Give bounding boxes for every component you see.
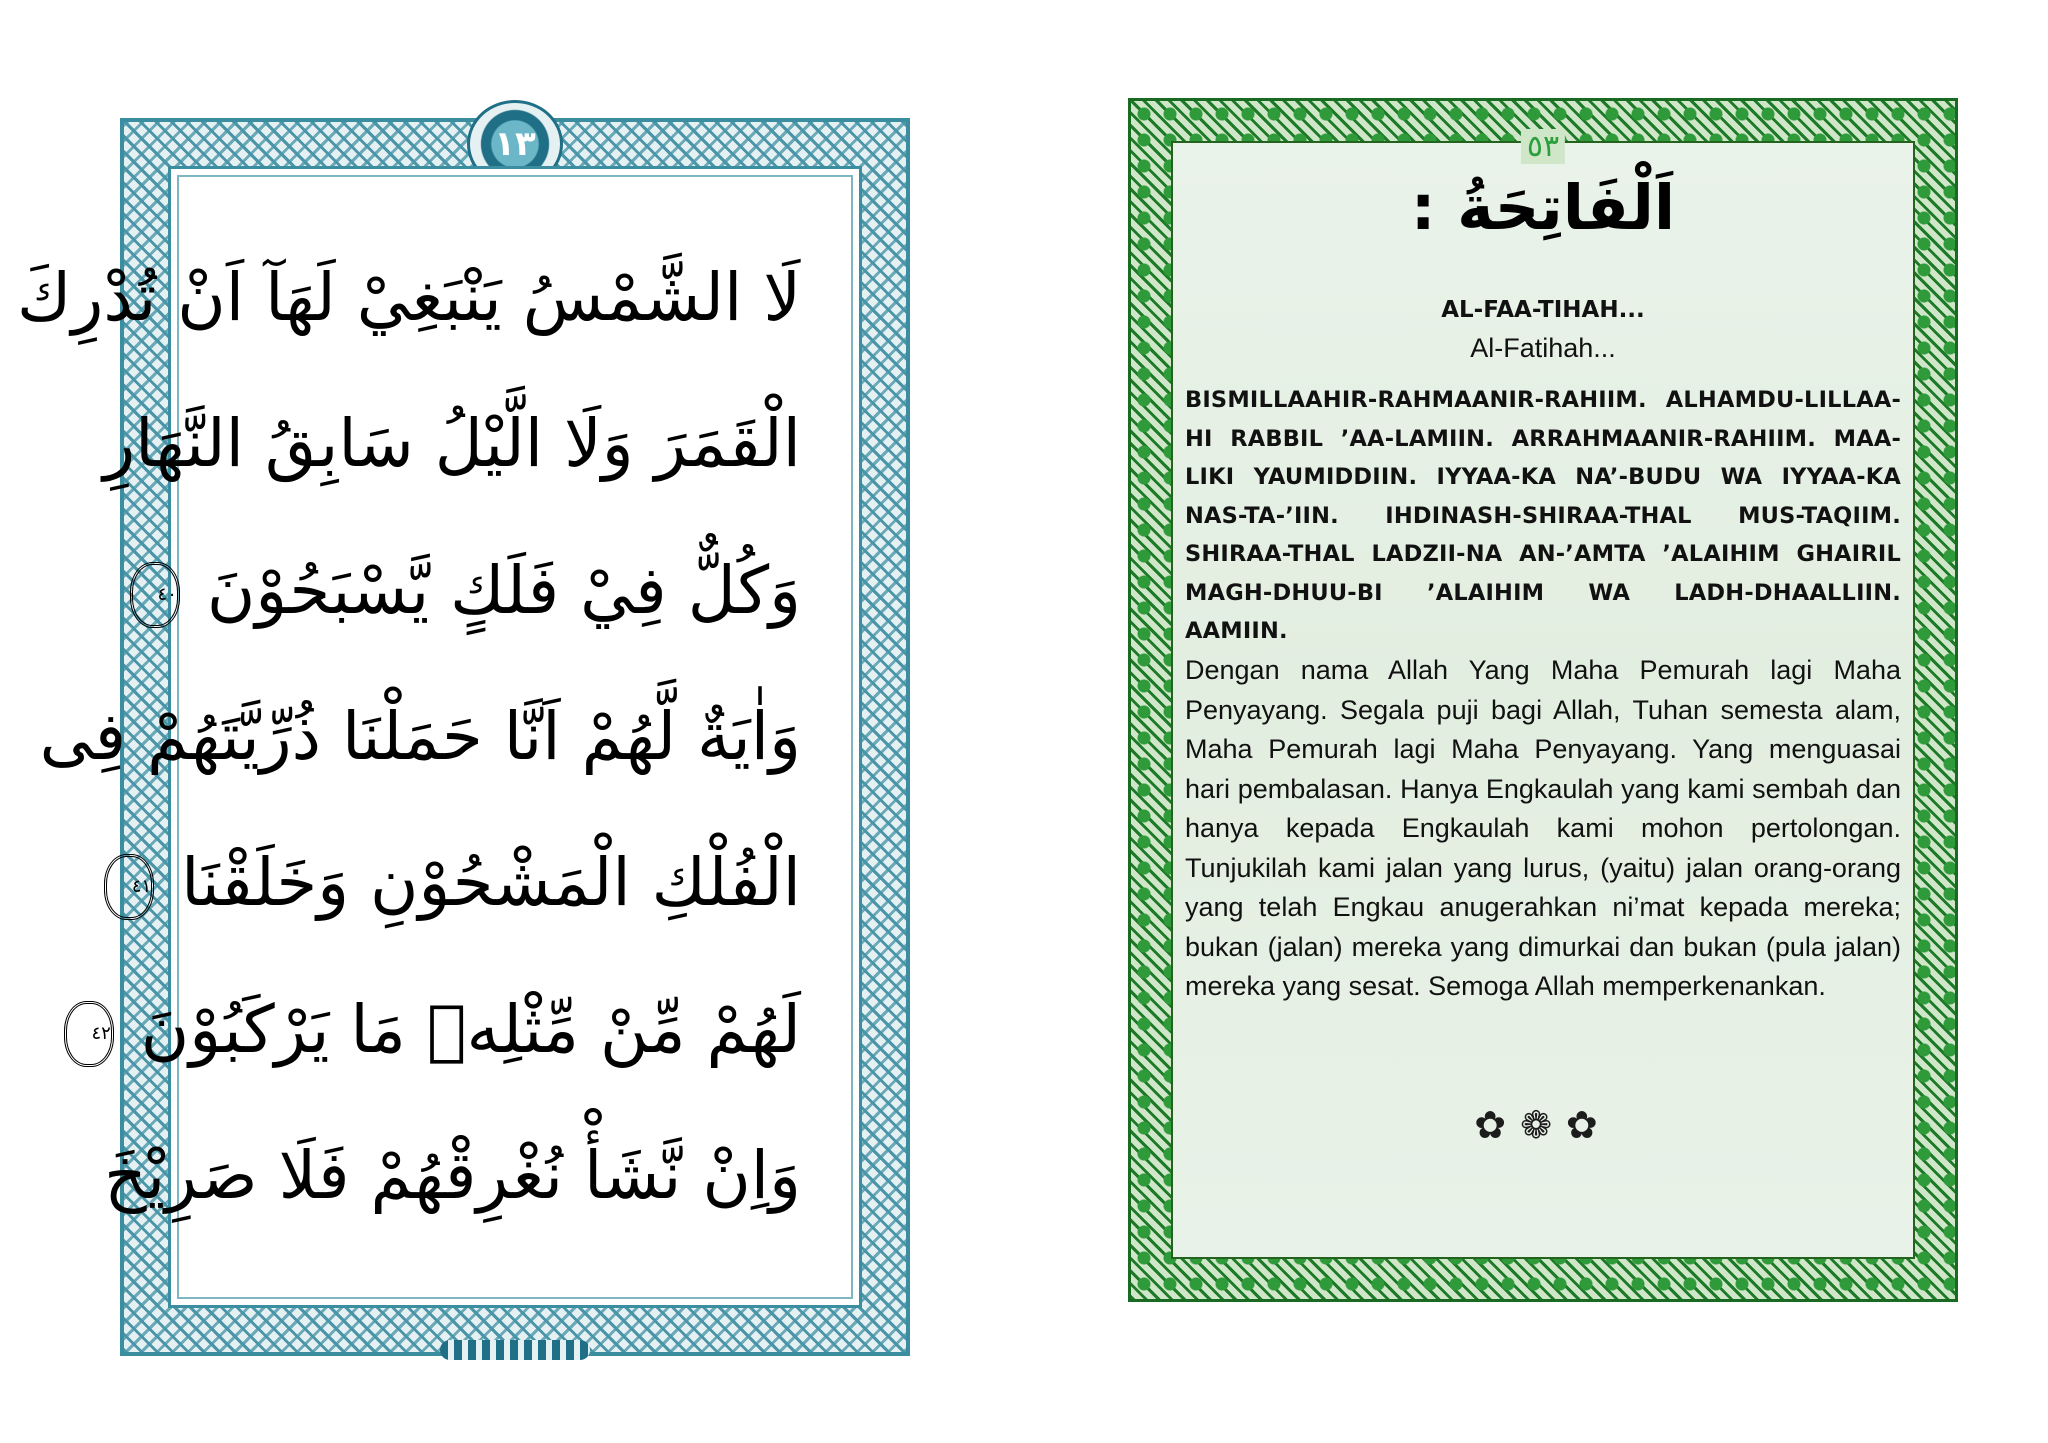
ayah-number-marker: ٤٠ bbox=[130, 562, 180, 628]
text-frame bbox=[17, 166, 862, 1308]
left-page-number: ١٣ bbox=[494, 124, 536, 164]
ayah-number-marker: ٤٢ bbox=[64, 1001, 114, 1067]
surah-title-latin: Al-Fatihah... bbox=[1470, 333, 1616, 363]
arabic-line-1 bbox=[17, 233, 801, 363]
arabic-line-5 bbox=[131, 818, 801, 948]
arabic-line-2 bbox=[103, 379, 801, 509]
flower-ornament-icon: ✿❁✿ bbox=[1474, 1103, 1612, 1147]
arabic-line-text: الْفُلْكِ الْمَشْحُوْنِ وَخَلَقْنَا bbox=[181, 844, 801, 922]
content-frame bbox=[1171, 129, 1915, 1259]
arabic-line-text: لَهُمْ مِّنْ مِّثْلِهٖ مَا يَرْكَبُوْنَ bbox=[140, 990, 801, 1068]
arabic-line-4 bbox=[39, 672, 801, 802]
arabic-text-block bbox=[17, 233, 801, 1241]
arabic-line-text: وَاٰيَةٌ لَّهُمْ اَنَّا حَمَلْنَا ذُرِّيَّتَهُمْ فِى bbox=[39, 697, 801, 775]
arabic-line-text: لَا الشَّمْسُ يَنْبَغِيْ لَهَآ اَنْ تُدْرِكَ bbox=[17, 259, 801, 336]
arabic-line-6 bbox=[91, 965, 801, 1095]
book-page-right bbox=[1128, 98, 1958, 1302]
arabic-line-text: وَاِنْ نَّشَأْ نُغْرِقْهُمْ فَلَا صَرِيْخَ bbox=[104, 1136, 801, 1214]
ayah-number-marker: ٤١ bbox=[104, 854, 154, 920]
right-page-number: ٥٣ bbox=[1521, 129, 1565, 164]
arabic-line-3 bbox=[157, 526, 801, 656]
arabic-line-text: وَكُلٌّ فِيْ فَلَكٍ يَّسْبَحُوْنَ bbox=[206, 551, 801, 629]
surah-title-arabic: اَلْفَاتِحَةُ : bbox=[1410, 171, 1676, 244]
quran-page-left bbox=[17, 118, 910, 1356]
transliteration-paragraph: BISMILLAAHIR-RAHMAANIR-RAHIIM. ALHAMDU-LILLAA-HI RABBIL ’AA-LAMIIN. ARRAHMAANIR-RAHIIM. MAA-LIKI YAUMIDDIIN. IYYAA-KA NA’-BUDU WA IYYAA-KA NAS-TA-’IIN. IHDINASH-SHIRAA-THAL MUS-TAQIIM. SHIRAA-THAL LADZII-NA AN-’AMTA ’ALAIHIM GHAIRIL MAGH-DHUU-BI ’ALAIHIM WA LADH-DHAALLIIN. AAMIIN. bbox=[1185, 387, 1901, 644]
arabic-line-text: الْقَمَرَ وَلَا الَّيْلُ سَابِقُ النَّهَارِ bbox=[103, 405, 801, 483]
bottom-ornament bbox=[440, 1340, 590, 1360]
arabic-line-7 bbox=[104, 1111, 801, 1241]
translation-paragraph: Dengan nama Allah Yang Maha Pemurah lagi Maha Penyayang. Segala puji bagi Allah, Tuhan semesta alam, Maha Pemurah lagi Maha Penyayang. Yang menguasai hari pembalasan. Hanya Engkaulah yang kami sembah dan hanya kepada Engkaulah kami mohon pertolongan. Tunjukilah kami jalan yang lurus, (yaitu) jalan orang-orang yang telah Engkau anugerahkan ni’mat kepada mereka; bukan (jalan) mereka yang dimurkai dan bukan (pula jalan) mereka yang sesat. Semoga Allah memperkenankan. bbox=[1185, 655, 1901, 1001]
surah-title-transliteration: AL-FAA-TIHAH... bbox=[1441, 297, 1645, 323]
